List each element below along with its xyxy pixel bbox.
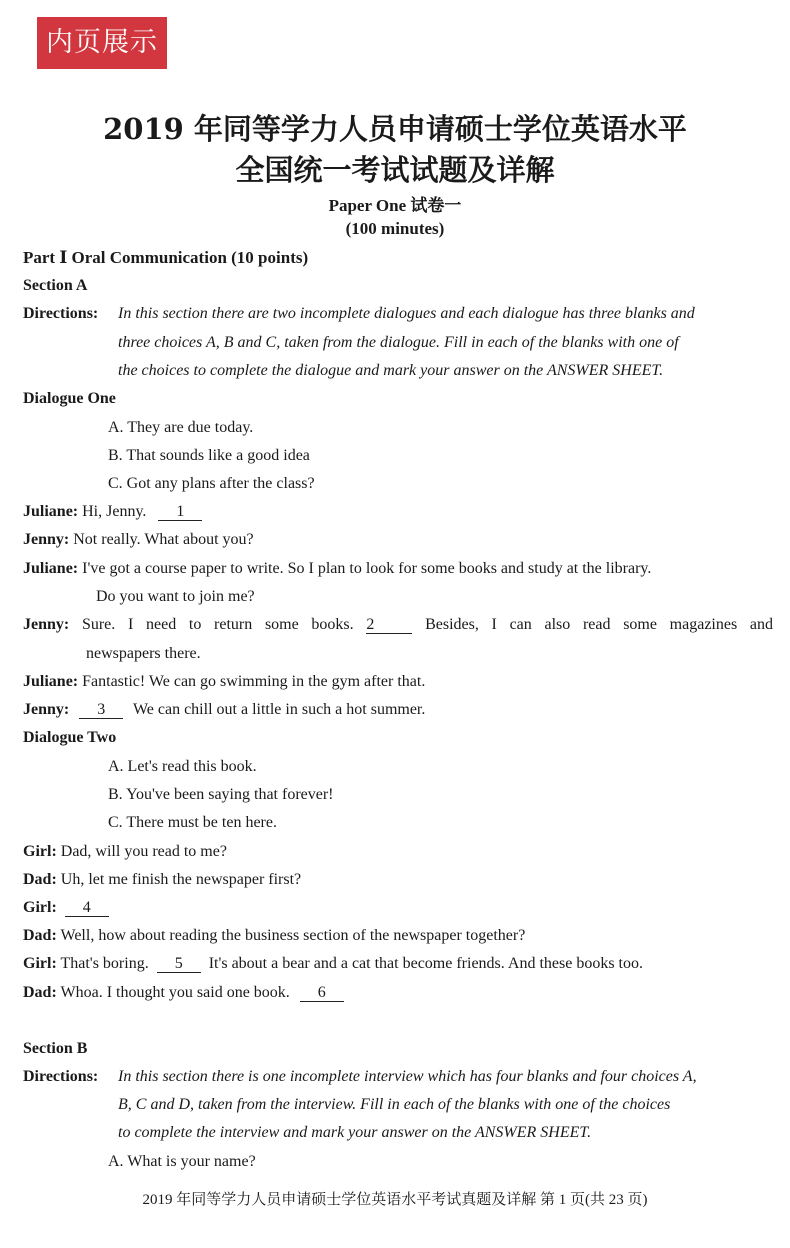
dialogue-line <box>23 672 425 692</box>
paper-label: Paper One 试卷一 <box>328 196 462 215</box>
speaker: Juliane: <box>23 560 79 577</box>
page-title-line2: 全国统一考试试题及详解 <box>235 153 555 187</box>
dialogue-two-heading: Dialogue Two <box>23 729 117 746</box>
dialogue-line <box>23 559 651 579</box>
speaker: Girl: <box>23 899 57 916</box>
page-footer: 2019 年同等学力人员申请硕士学位英语水平考试真题及详解 第 1 页(共 23 页) <box>142 1192 648 1208</box>
directions-label: Directions: <box>23 305 99 322</box>
line-text: It's about a bear and a cat that become friends. And these books too. <box>208 955 643 972</box>
line-text: Hi, Jenny. <box>82 503 147 520</box>
line-text: Well, how about reading the business section of the newspaper together? <box>60 927 526 944</box>
speaker: Dad: <box>23 927 57 944</box>
line-continuation: Do you want to join me? <box>96 588 255 605</box>
line-text: Not really. What about you? <box>73 531 254 548</box>
part-heading: Part Ⅰ Oral Communication (10 points) <box>23 248 309 267</box>
dialogue-line <box>23 954 643 974</box>
dialogue-line <box>23 870 301 890</box>
dialogue-line <box>23 530 254 550</box>
directions-a-line: the choices to complete the dialogue and mark your answer on the ANSWER SHEET. <box>118 362 664 379</box>
line-text: Sure. I need to return some books. <box>81 616 354 633</box>
choice-item: A. Let's read this book. <box>108 758 257 775</box>
speaker: Juliane: <box>23 503 79 520</box>
dialogue-line <box>23 700 425 720</box>
directions-b-line: B, C and D, taken from the interview. Fill in each of the blanks with one of the choices <box>118 1096 671 1113</box>
speaker: Jenny: <box>23 531 70 548</box>
line-text: Besides, I can also read some magazines and <box>425 616 774 633</box>
directions-a-line: three choices A, B and C, taken from the dialogue. Fill in each of the blanks with one of <box>118 334 679 351</box>
choice-item: A. They are due today. <box>108 419 254 436</box>
line-text: Dad, will you read to me? <box>60 843 227 860</box>
line-text: I've got a course paper to write. So I plan to look for some books and study at the library. <box>82 560 652 577</box>
directions-b-line: to complete the interview and mark your answer on the ANSWER SHEET. <box>118 1124 592 1141</box>
dialogue-line <box>23 983 344 1003</box>
time-limit: (100 minutes) <box>345 219 445 238</box>
page-title-line1: 2019 年同等学力人员申请硕士学位英语水平 <box>103 112 687 146</box>
dialogue-line <box>23 615 773 635</box>
speaker: Jenny: <box>23 616 70 633</box>
answer-blank: 5 <box>157 955 201 973</box>
speaker: Dad: <box>23 871 57 888</box>
answer-blank: 3 <box>79 701 123 719</box>
speaker: Dad: <box>23 984 57 1001</box>
line-continuation: newspapers there. <box>86 645 201 662</box>
line-text: Fantastic! We can go swimming in the gym after that. <box>82 673 426 690</box>
section-a-heading: Section A <box>23 277 88 294</box>
answer-blank: 4 <box>65 899 109 917</box>
answer-blank: 1 <box>158 503 202 521</box>
directions-b-line: In this section there is one incomplete interview which has four blanks and four choices A, <box>118 1068 697 1085</box>
dialogue-line <box>23 502 202 522</box>
speaker: Jenny: <box>23 701 70 718</box>
line-text: Whoa. I thought you said one book. <box>60 984 290 1001</box>
dialogue-line <box>23 898 109 918</box>
speaker: Juliane: <box>23 673 79 690</box>
line-text: That's boring. <box>60 955 149 972</box>
choice-item: C. There must be ten here. <box>108 814 277 831</box>
section-b-heading: Section B <box>23 1040 88 1057</box>
speaker: Girl: <box>23 843 57 860</box>
choice-item: A. What is your name? <box>108 1153 256 1170</box>
answer-blank: 6 <box>300 984 344 1002</box>
choice-item: B. That sounds like a good idea <box>108 447 310 464</box>
dialogue-line <box>23 842 227 862</box>
preview-badge: 内页展示 <box>37 17 167 69</box>
dialogue-one-heading: Dialogue One <box>23 390 116 407</box>
directions-a-line: In this section there are two incomplete dialogues and each dialogue has three blanks and <box>118 305 695 322</box>
directions-label: Directions: <box>23 1068 99 1085</box>
line-text: We can chill out a little in such a hot summer. <box>132 701 426 718</box>
choice-item: C. Got any plans after the class? <box>108 475 315 492</box>
speaker: Girl: <box>23 955 57 972</box>
dialogue-line <box>23 926 525 946</box>
answer-blank: 2 <box>366 616 412 634</box>
choice-item: B. You've been saying that forever! <box>108 786 334 803</box>
line-text: Uh, let me finish the newspaper first? <box>60 871 302 888</box>
